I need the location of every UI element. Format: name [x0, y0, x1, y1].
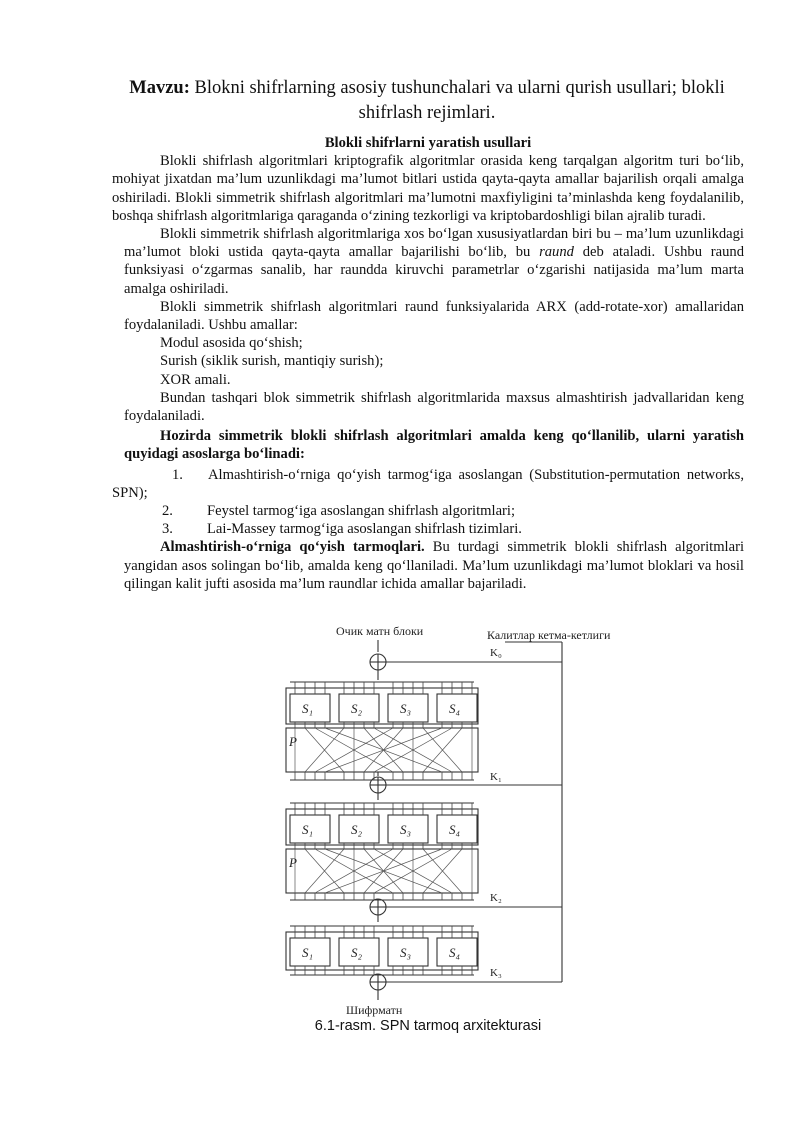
sbox-label: S₂ [351, 822, 363, 837]
spn-term: Almashtirish-o‘rniga qo‘yish tarmoqlari. [160, 539, 425, 556]
sbox [290, 694, 330, 722]
sbox-label: S₁ [302, 701, 314, 716]
figure-caption: 6.1-rasm. SPN tarmoq arxitekturasi [314, 1018, 542, 1034]
list-number: 1. [172, 466, 183, 483]
key-k3: K₃ [490, 967, 502, 979]
perm-label: P [289, 855, 297, 870]
sbox-label: S₃ [400, 701, 412, 716]
operation-item: Surish (siklik surish, mantiqiy surish); [160, 353, 384, 370]
sbox-label: S₃ [400, 945, 412, 960]
title-text: Blokni shifrlarning asosiy tushunchalari va ularni qurish usullari; blokli shifrlash rejimlari. [189, 78, 725, 123]
keys-label: Калитлар кетма-кетлиги [487, 628, 611, 642]
list-text: Feystel tarmog‘iga asoslangan shifrlash algoritmlari; [207, 503, 516, 520]
raund-term: raund [539, 244, 574, 261]
key-k1: K₁ [490, 771, 502, 783]
sbox-label: S₁ [302, 822, 314, 837]
sbox [388, 938, 428, 966]
body-text [112, 134, 744, 593]
paragraph-6-rest: Bu turdagi simmetrik blokli shifrlash algoritmlari yangidan asos solingan bo‘lib, amalda keng qo‘llaniladi. Ma’lum uzunlikdagi ma’lumot bloklari va hosil qilingan kalit jufti asosida ma’lum raundlar ichida amallar bajariladi. [124, 539, 744, 592]
sbox-label: S₂ [351, 701, 363, 716]
paragraph-5-bold: Hozirda simmetrik blokli shifrlash algoritmlari amalda keng qo‘llanilib, ularni yaratish quyidagi asoslarga bo‘linadi: [124, 428, 744, 463]
list-item-2 [112, 502, 744, 520]
paragraph-2 [112, 225, 744, 298]
sbox [388, 815, 428, 843]
sbox [437, 694, 477, 722]
sbox [290, 815, 330, 843]
sbox [339, 694, 379, 722]
paragraph-2-end: deb ataladi. Ushbu raund funksiyasi o‘zgarmas sanalib, har raundda kiruvchi parametrlar o‘zgarishi natijasida ma’lum marta amalga oshiriladi. [124, 244, 744, 297]
sbox [437, 815, 477, 843]
sbox-label: S₄ [449, 822, 461, 837]
operation-item: Modul asosida qo‘shish; [160, 335, 303, 352]
list-number: 2. [162, 503, 173, 520]
paragraph-3: Blokli simmetrik shifrlash algoritmlari raund funksiyalarida ARX (add-rotate-xor) amallaridan foydalaniladi. Ushbu amallar: [124, 298, 744, 334]
list-item-3 [112, 520, 744, 538]
list-item-1 [112, 466, 744, 502]
key-k0: K₀ [490, 647, 502, 659]
sbox [339, 938, 379, 966]
list-number: 3. [162, 521, 173, 538]
section-heading: Blokli shifrlarni yaratish usullari [324, 135, 532, 151]
list-text: Almashtirish-o‘rniga qo‘yish tarmog‘iga asoslangan (Substitution-permutation networks, SPN); [112, 466, 744, 501]
sbox-label: S₁ [302, 945, 314, 960]
page-title [112, 76, 742, 126]
sbox-label: S₄ [449, 701, 461, 716]
paragraph-6 [112, 538, 744, 593]
key-k2: K₂ [490, 892, 502, 904]
sbox [290, 938, 330, 966]
output-label: Шифрматн [346, 1003, 403, 1017]
paragraph-4: Bundan tashqari blok simmetrik shifrlash algoritmlarida maxsus almashtirish jadvallaridan keng foydalaniladi. [124, 389, 744, 425]
input-label: Очик матн блоки [336, 624, 424, 638]
sbox-label: S₂ [351, 945, 363, 960]
paragraph-2-start: Blokli simmetrik shifrlash algoritmlariga xos bo‘lgan xususiyatlardan biri bu – ma’lum uzunlikdagi ma’lumot bloki ustida qayta-qayta amallar bajarilishi bo‘lib, bu [124, 226, 744, 261]
sbox [437, 938, 477, 966]
perm-label: P [289, 734, 297, 749]
spn-diagram [0, 620, 800, 1020]
list-text: Lai-Massey tarmog‘iga asoslangan shifrlash tizimlari. [207, 521, 522, 538]
operation-item: XOR amali. [160, 371, 231, 388]
sbox-label: S₄ [449, 945, 461, 960]
sbox [339, 815, 379, 843]
sbox-label: S₃ [400, 822, 412, 837]
title-label: Mavzu: [129, 78, 190, 98]
sbox [388, 694, 428, 722]
paragraph-1: Blokli shifrlash algoritmlari kriptografik algoritmlar orasida keng tarqalgan algoritm turi bo‘lib, mohiyat jixatdan ma’lum uzunlikdagi ma’lumot bitlari ustida qayta-qayta amallar bajarilish orqali amalga oshiriladi. Blokli simmetrik shifrlash algoritmlari ma’lumotni maxfiyligini ta’minlashda keng foydalanilib, boshqa shifrlash algoritmlariga qaraganda o‘zining tezkorligi va kriptobardoshligi bilan ajralib turadi. [112, 153, 744, 224]
